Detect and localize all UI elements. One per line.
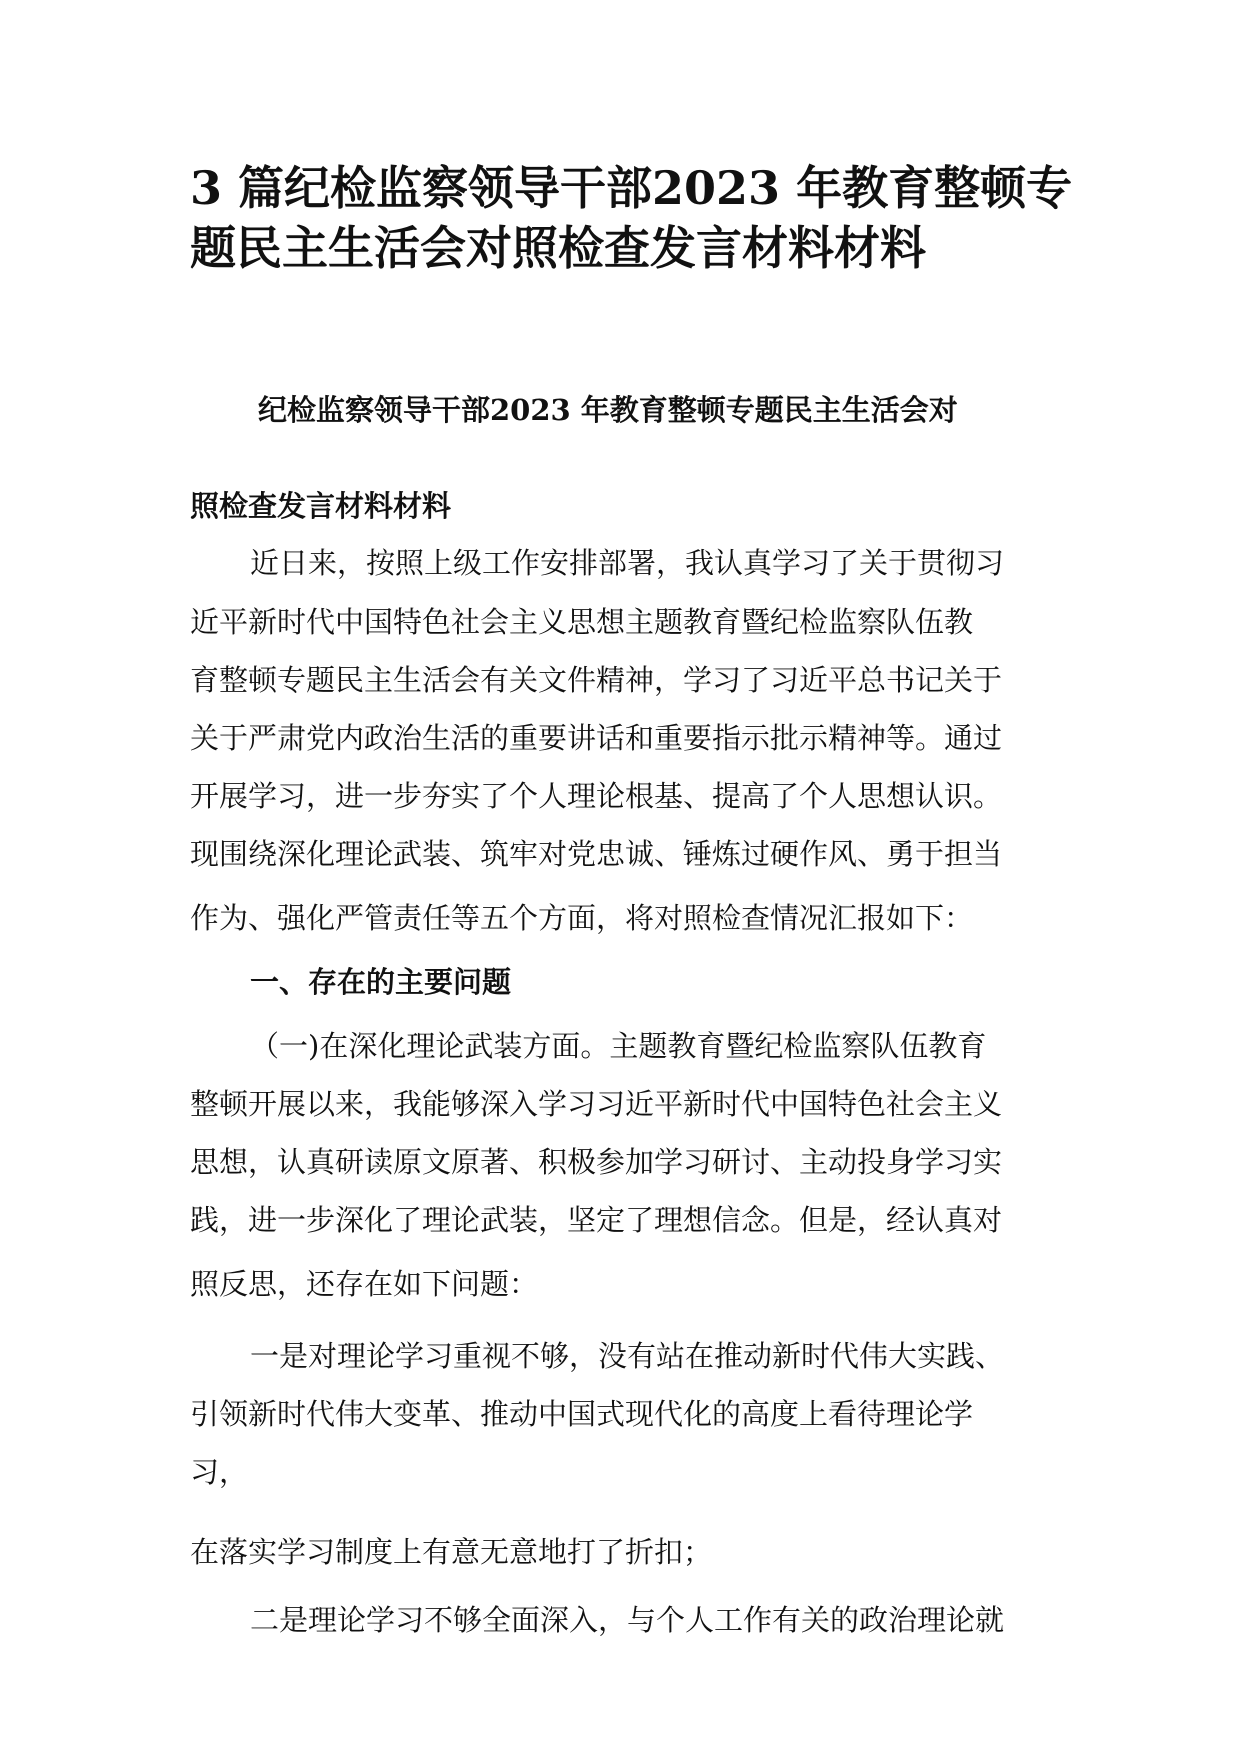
intro-line: 关于严肃党内政治生活的重要讲话和重要指示批示精神等。通过 <box>190 721 1003 755</box>
intro-line: 近平新时代中国特色社会主义思想主题教育暨纪检监察队伍教 <box>190 605 974 639</box>
paragraph-line: 在落实学习制度上有意无意地打了折扣； <box>190 1535 713 1569</box>
document-title-line: 3 篇纪检监察领导干部2023 年教育整顿专 <box>190 161 1073 215</box>
paragraph-line: 一是对理论学习重视不够，没有站在推动新时代伟大实践、 <box>250 1339 1005 1373</box>
intro-line: 近日来，按照上级工作安排部署，我认真学习了关于贯彻习 <box>250 546 1005 580</box>
subtitle-line: 纪检监察领导干部2023 年教育整顿专题民主生活会对 <box>258 393 958 427</box>
paragraph-line: 二是理论学习不够全面深入，与个人工作有关的政治理论就 <box>250 1603 1005 1637</box>
intro-line: 开展学习，进一步夯实了个人理论根基、提高了个人思想认识。 <box>190 779 1003 813</box>
intro-line: 作为、强化严管责任等五个方面，将对照检查情况汇报如下： <box>190 901 974 935</box>
section-heading: 一、存在的主要问题 <box>250 965 512 999</box>
paragraph-line: 引领新时代伟大变革、推动中国式现代化的高度上看待理论学 <box>190 1397 974 1431</box>
paragraph-line: 整顿开展以来，我能够深入学习习近平新时代中国特色社会主义 <box>190 1087 1003 1121</box>
document-title <box>190 158 1090 278</box>
intro-line: 育整顿专题民主生活会有关文件精神，学习了习近平总书记关于 <box>190 663 1003 697</box>
paragraph-line: （一)在深化理论武装方面。主题教育暨纪检监察队伍教育 <box>250 1029 987 1063</box>
intro-line: 现围绕深化理论武装、筑牢对党忠诚、锤炼过硬作风、勇于担当 <box>190 837 1003 871</box>
paragraph-line: 践，进一步深化了理论武装，坚定了理想信念。但是，经认真对 <box>190 1203 1003 1237</box>
paragraph-line: 思想，认真研读原文原著、积极参加学习研讨、主动投身学习实 <box>190 1145 1003 1179</box>
paragraph-line: 习， <box>190 1455 249 1489</box>
subtitle-line: 照检查发言材料材料 <box>190 489 452 523</box>
paragraph-line: 照反思，还存在如下问题： <box>190 1267 539 1301</box>
document-title-line: 题民主生活会对照检查发言材料材料 <box>190 221 926 275</box>
